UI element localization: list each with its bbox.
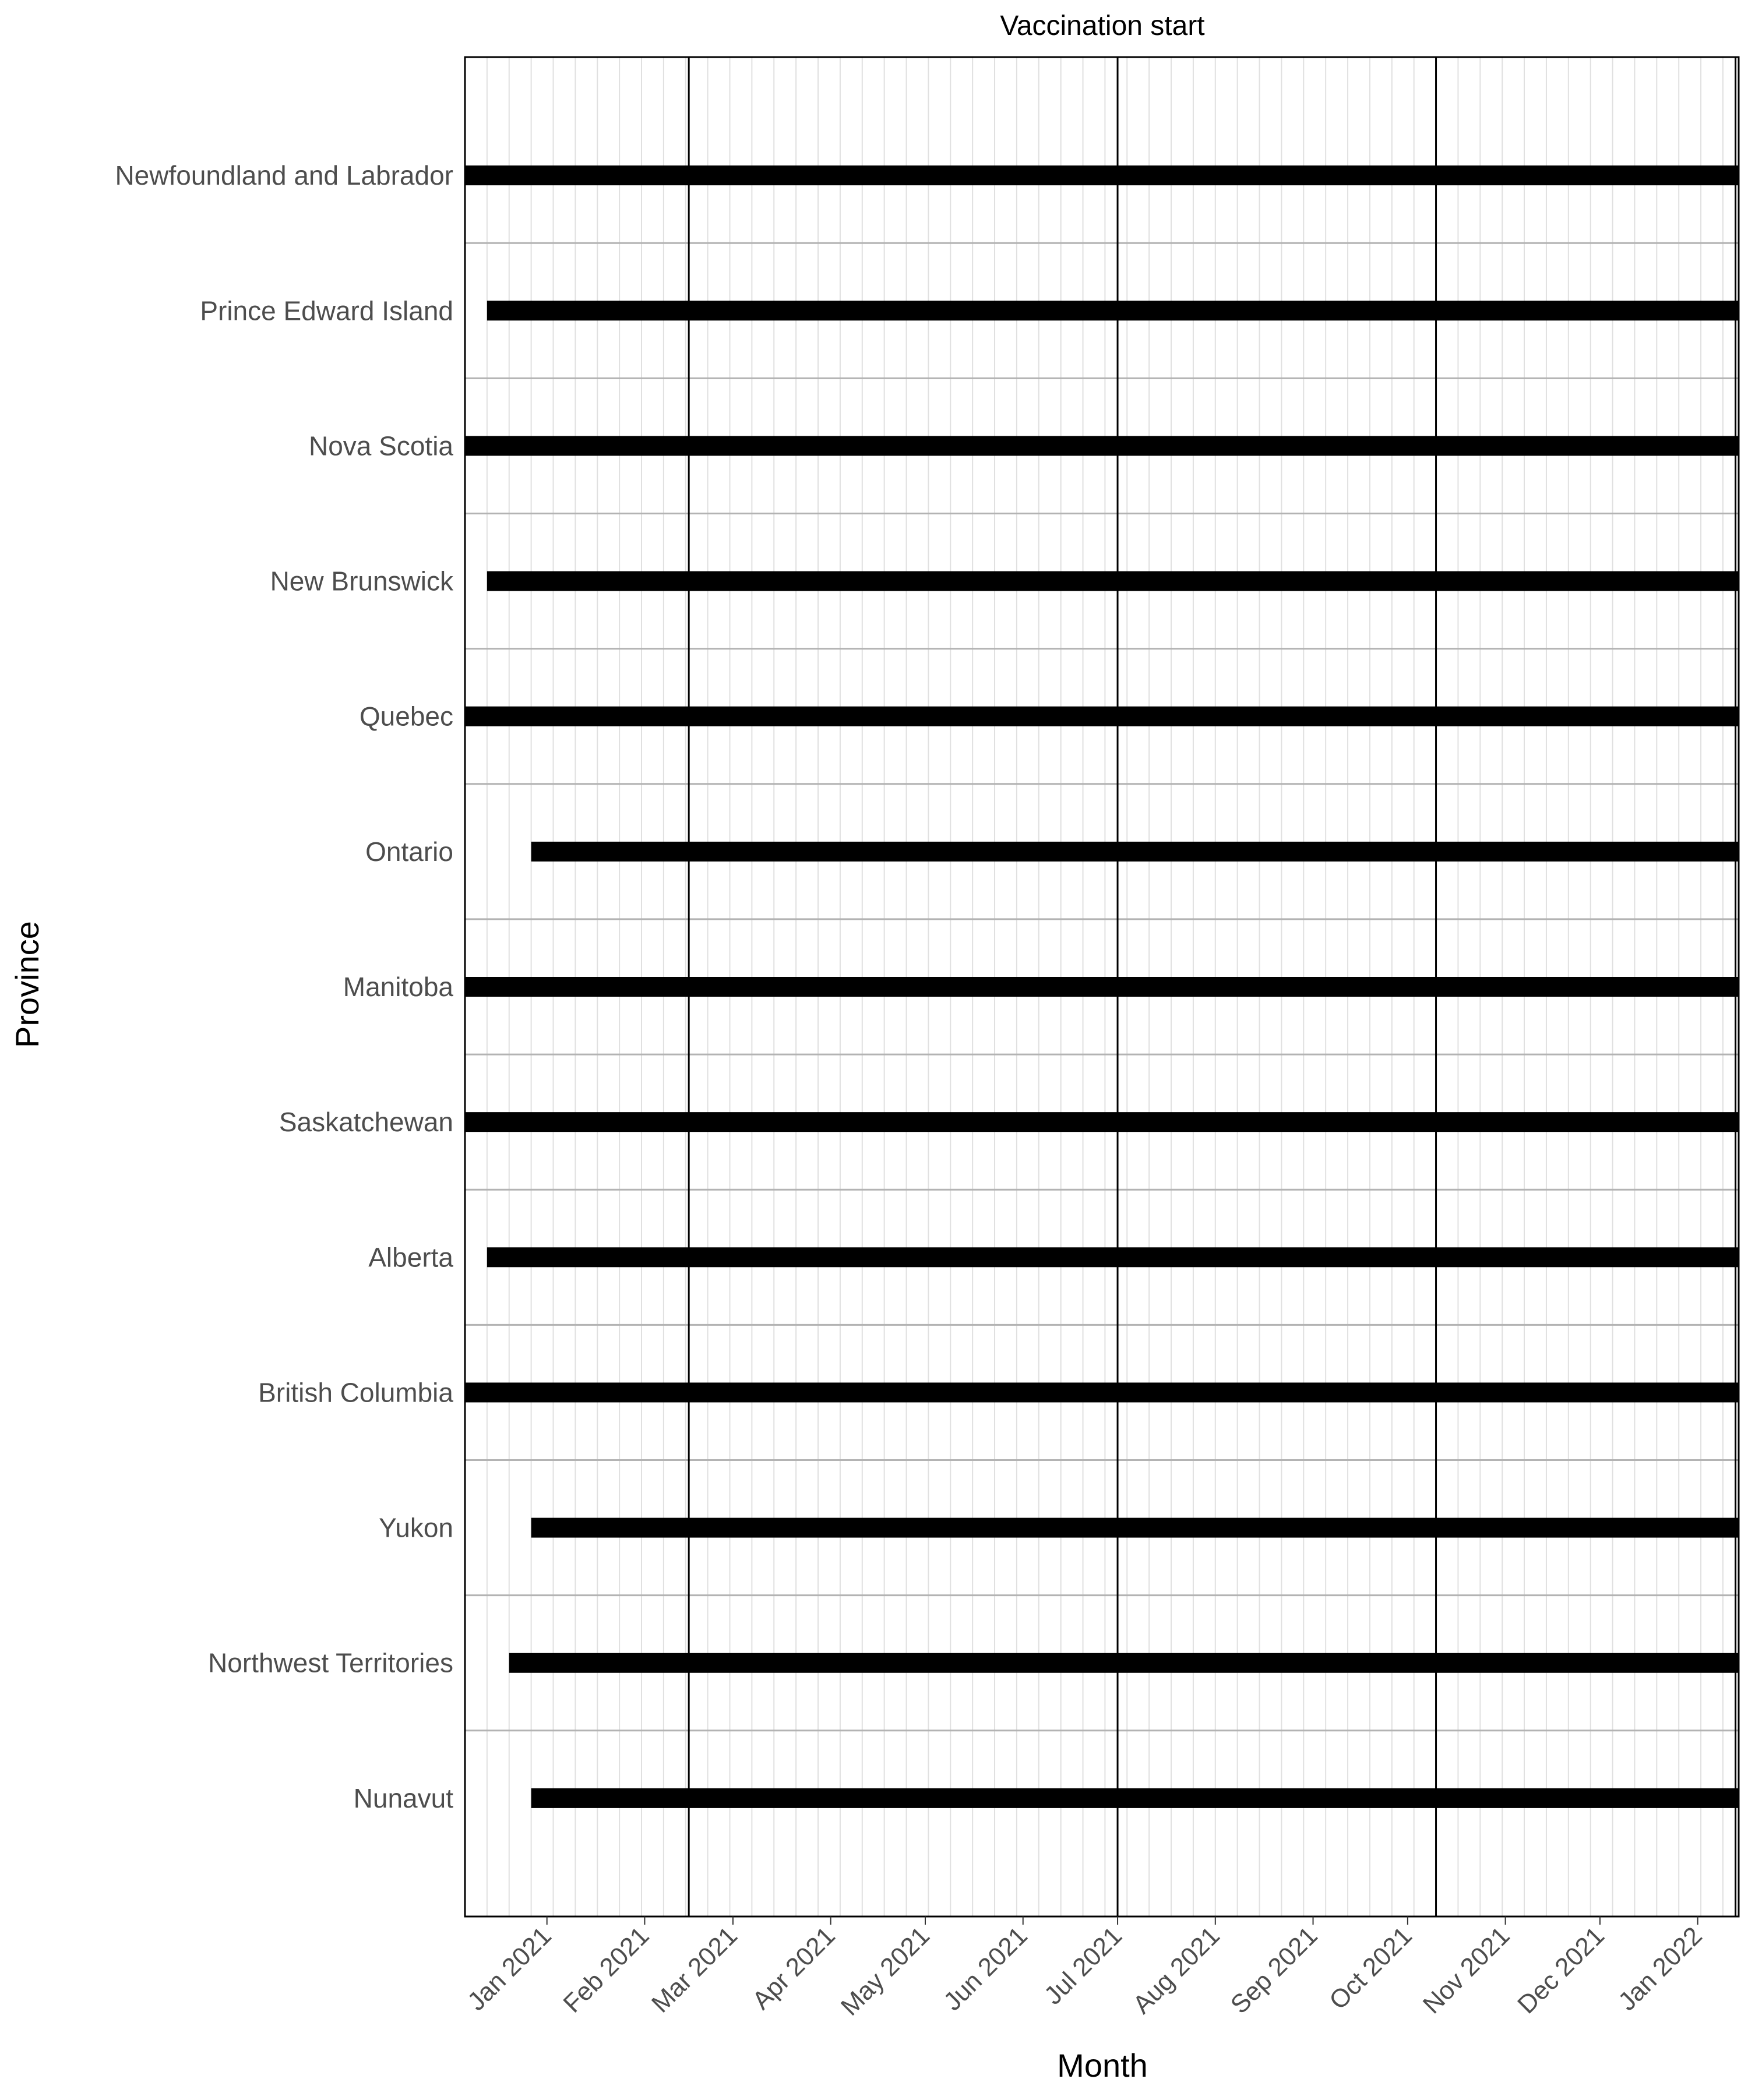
- x-tick-label: Jan 2021: [462, 1921, 557, 2017]
- bar: [465, 1382, 1739, 1402]
- bar: [465, 1112, 1739, 1132]
- bar: [487, 1247, 1739, 1267]
- x-tick-label: Jun 2021: [938, 1921, 1033, 2017]
- x-tick-label: May 2021: [835, 1921, 936, 2021]
- x-tick-label: Mar 2021: [646, 1921, 743, 2018]
- x-tick-label: Feb 2021: [558, 1921, 655, 2018]
- y-tick-label: Manitoba: [343, 972, 453, 1002]
- y-tick-label: Quebec: [359, 701, 453, 732]
- y-tick-label: New Brunswick: [270, 566, 453, 597]
- bars: [465, 165, 1739, 1808]
- y-tick-label: Northwest Territories: [208, 1647, 453, 1678]
- y-tick-label: Yukon: [379, 1512, 453, 1543]
- bar: [531, 1518, 1739, 1538]
- bar: [531, 842, 1739, 862]
- x-tick-label: Oct 2021: [1324, 1921, 1418, 2016]
- y-tick-label: Saskatchewan: [279, 1107, 453, 1138]
- x-tick-label: Jan 2022: [1613, 1921, 1708, 2017]
- y-tick-label: Newfoundland and Labrador: [115, 160, 453, 191]
- x-tick-label: Sep 2021: [1225, 1921, 1323, 2020]
- y-tick-label: Nunavut: [353, 1783, 453, 1813]
- x-tick-label: Jul 2021: [1038, 1921, 1128, 2010]
- plot-title: Vaccination start: [1000, 10, 1205, 41]
- y-axis-title: Province: [9, 921, 45, 1048]
- bar: [487, 301, 1739, 320]
- y-tick-label: Prince Edward Island: [200, 295, 453, 326]
- x-tick-label: Apr 2021: [746, 1921, 841, 2016]
- x-tick-label: Nov 2021: [1417, 1921, 1516, 2020]
- y-tick-label: British Columbia: [258, 1377, 453, 1408]
- y-tick-labels: [115, 160, 454, 1813]
- x-tick-labels: [462, 1917, 1708, 2021]
- bar: [465, 436, 1739, 456]
- bar: [487, 571, 1739, 591]
- bar: [531, 1788, 1739, 1808]
- bar: [465, 977, 1739, 997]
- x-tick-label: Aug 2021: [1127, 1921, 1225, 2020]
- x-tick-label: Dec 2021: [1512, 1921, 1610, 2020]
- bar: [465, 707, 1739, 726]
- y-tick-label: Ontario: [365, 836, 453, 867]
- y-tick-label: Nova Scotia: [308, 430, 453, 461]
- bar: [509, 1653, 1739, 1673]
- y-tick-label: Alberta: [368, 1242, 453, 1273]
- x-axis-title: Month: [1057, 2047, 1148, 2084]
- bar: [465, 165, 1739, 185]
